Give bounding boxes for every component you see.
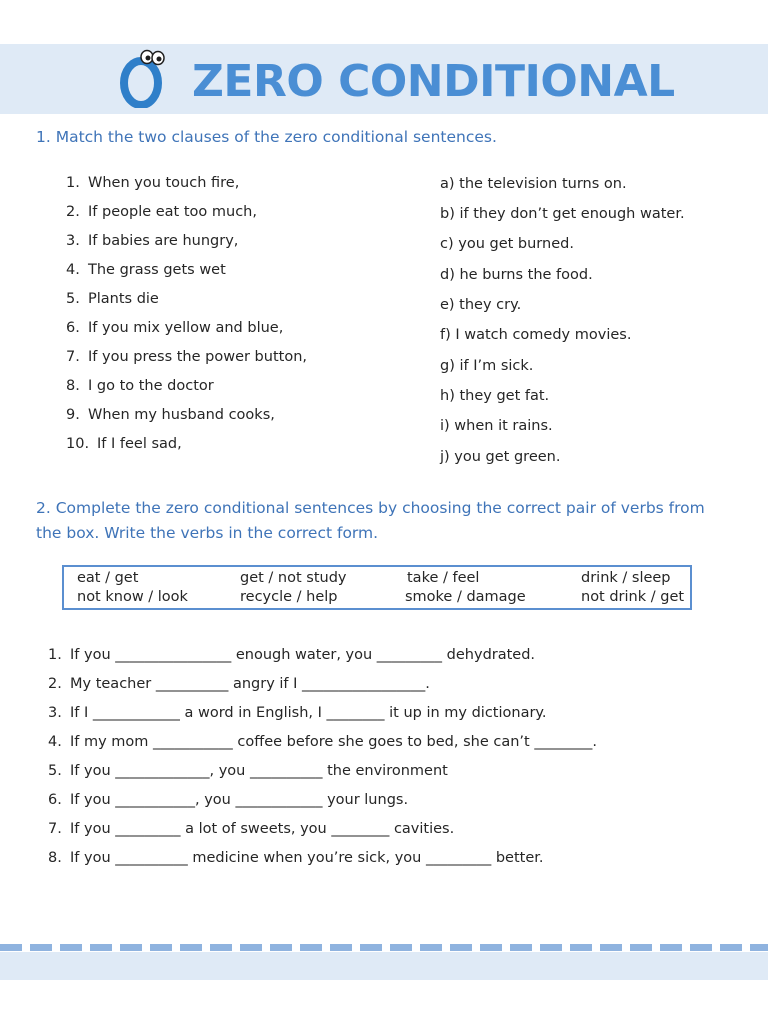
- sentence-text: If you __________ medicine when you’re sick, you _________ better.: [70, 850, 544, 866]
- sentence-number: 7.: [48, 821, 62, 837]
- page-title: ZERO CONDITIONAL: [192, 56, 675, 107]
- exercise-sentence: [48, 818, 454, 840]
- list-item: [66, 346, 307, 368]
- item-text: When you touch fire,: [88, 175, 240, 191]
- list-item: g) if I’m sick.: [440, 358, 534, 374]
- list-item: [66, 288, 159, 310]
- item-text: When my husband cooks,: [88, 407, 275, 423]
- sentence-text: If you ________________ enough water, you _________ dehydrated.: [70, 647, 536, 663]
- sentence-text: If you _____________, you __________ the environment: [70, 763, 448, 779]
- sentence-number: 6.: [48, 792, 62, 808]
- exercise-sentence: [48, 789, 408, 811]
- list-item: i) when it rains.: [440, 418, 553, 434]
- verb-pair: not know / look: [77, 589, 188, 605]
- item-number: 7.: [66, 349, 80, 365]
- list-item: [66, 230, 238, 252]
- exercise-sentence: [48, 847, 543, 869]
- item-text: If I feel sad,: [97, 436, 182, 452]
- exercise-sentence: [48, 702, 547, 724]
- footer-band: [0, 952, 768, 980]
- list-item: e) they cry.: [440, 297, 522, 313]
- sentence-number: 3.: [48, 705, 62, 721]
- item-number: 2.: [66, 204, 80, 220]
- exercise-sentence: [48, 673, 430, 695]
- list-item: [66, 404, 275, 426]
- item-text: Plants die: [88, 291, 159, 307]
- item-number: 3.: [66, 233, 80, 249]
- sentence-text: If my mom ___________ coffee before she goes to bed, she can’t ________.: [70, 734, 597, 750]
- sentence-number: 2.: [48, 676, 62, 692]
- list-item: a) the television turns on.: [440, 176, 627, 192]
- list-item: [66, 172, 239, 194]
- dashed-divider: [0, 944, 768, 951]
- verb-options-box: [62, 565, 692, 610]
- list-item: d) he burns the food.: [440, 267, 593, 283]
- list-item: h) they get fat.: [440, 388, 550, 404]
- verb-pair: take / feel: [407, 570, 480, 586]
- item-text: If you press the power button,: [88, 349, 307, 365]
- section2-instruction: 2. Complete the zero conditional sentences by choosing the correct pair of verbs from the box. Write the verbs in the correct form.: [36, 499, 705, 542]
- list-item: b) if they don’t get enough water.: [440, 206, 685, 222]
- list-item: [66, 375, 214, 397]
- list-item: f) I watch comedy movies.: [440, 327, 632, 343]
- googly-eyed-letter-o-icon: [118, 48, 170, 108]
- item-text: If you mix yellow and blue,: [88, 320, 284, 336]
- item-number: 4.: [66, 262, 80, 278]
- exercise-sentence: [48, 760, 448, 782]
- item-text: If babies are hungry,: [88, 233, 239, 249]
- sentence-number: 4.: [48, 734, 62, 750]
- verb-pair: drink / sleep: [581, 570, 671, 586]
- item-number: 9.: [66, 407, 80, 423]
- item-text: The grass gets wet: [88, 262, 226, 278]
- item-text: I go to the doctor: [88, 378, 214, 394]
- sentence-text: If you _________ a lot of sweets, you ________ cavities.: [70, 821, 455, 837]
- section1-instruction: 1. Match the two clauses of the zero conditional sentences.: [36, 128, 497, 146]
- list-item: [66, 201, 257, 223]
- verb-pair: eat / get: [77, 570, 139, 586]
- item-text: If people eat too much,: [88, 204, 257, 220]
- sentence-text: My teacher __________ angry if I _________________.: [70, 676, 430, 692]
- exercise-sentence: [48, 644, 535, 666]
- item-number: 8.: [66, 378, 80, 394]
- item-number: 5.: [66, 291, 80, 307]
- sentence-number: 8.: [48, 850, 62, 866]
- verb-pair: not drink / get: [581, 589, 685, 605]
- verb-pair: smoke / damage: [405, 589, 526, 605]
- item-number: 10.: [66, 436, 90, 452]
- list-item: c) you get burned.: [440, 236, 574, 252]
- sentence-number: 5.: [48, 763, 62, 779]
- item-number: 6.: [66, 320, 80, 336]
- sentence-text: If you ___________, you ____________ your lungs.: [70, 792, 409, 808]
- item-number: 1.: [66, 175, 80, 191]
- exercise-sentence: [48, 731, 597, 753]
- list-item: [66, 433, 182, 455]
- list-item: j) you get green.: [440, 449, 561, 465]
- verb-pair: get / not study: [240, 570, 347, 586]
- sentence-text: If I ____________ a word in English, I ________ it up in my dictionary.: [70, 705, 547, 721]
- verb-pair: recycle / help: [240, 589, 338, 605]
- list-item: [66, 317, 283, 339]
- sentence-number: 1.: [48, 647, 62, 663]
- list-item: [66, 259, 226, 281]
